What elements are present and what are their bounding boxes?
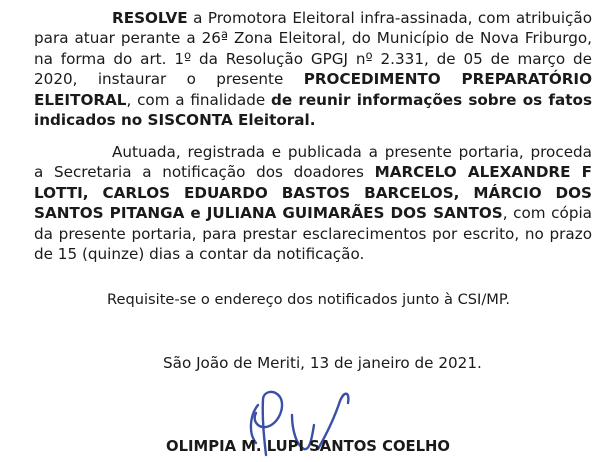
resolution-paragraph — [34, 8, 592, 130]
requisite-line: Requisite-se o endereço dos notificados junto à CSI/MP. — [107, 291, 511, 308]
notification-deadline-text: , com cópia da presente portaria, para prestar esclarecimentos por escrito, no prazo de 15 (quinze) dias a contar da notificação. — [34, 204, 592, 264]
resolve-text: a Promotora Eleitoral infra-assinada, com atribuição para atuar perante a 26ª Zona Eleitoral, do Município de Nova Friburgo, na forma do art. 1º da Resolução GPGJ nº 2.331, de 05 de março de 2020, instaurar o presente — [34, 9, 592, 89]
resolve-keyword: RESOLVE — [112, 9, 188, 27]
signatory-name: OLIMPIA M. LUPI SANTOS COELHO — [166, 438, 451, 455]
purpose-intro: , com a finalidade — [126, 90, 271, 109]
place-date-line: São João de Meriti, 13 de janeiro de 2021. — [163, 354, 482, 372]
notification-text: Autuada, registrada e publicada a presente portaria, proceda a Secretaria a notificação dos doadores — [34, 143, 592, 182]
procedure-title: PROCEDIMENTO PREPARATÓRIO ELEITORAL — [34, 70, 592, 109]
donor-names: MARCELO ALEXANDRE F LOTTI, CARLOS EDUARDO BASTOS BARCELOS, MÁRCIO DOS SANTOS PITANGA e JULIANA GUIMARÃES DOS SANTOS — [34, 163, 592, 223]
notification-paragraph — [34, 142, 592, 264]
purpose-text: de reunir informações sobre os fatos indicados no SISCONTA Eleitoral. — [34, 90, 592, 130]
